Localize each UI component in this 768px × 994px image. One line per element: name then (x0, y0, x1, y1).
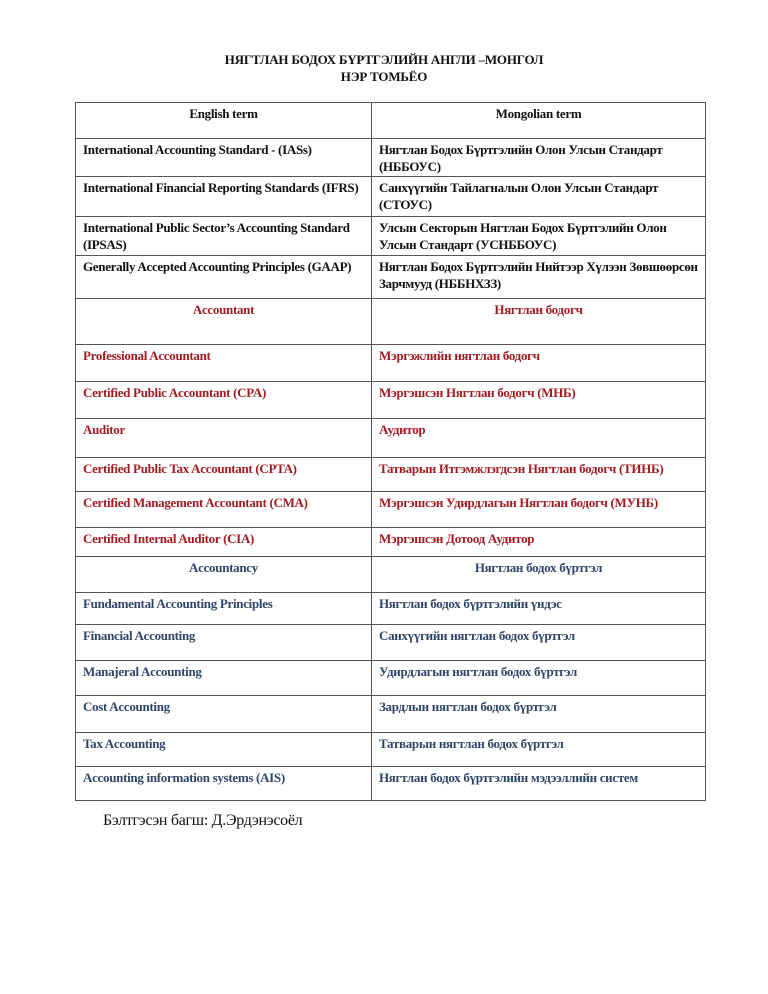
english-term: Accounting information systems (AIS) (76, 767, 372, 801)
prepared-by: Бэлтгэсэн багш: Д.Эрдэнэсоёл (103, 812, 303, 829)
mongolian-term: Мэргэшсэн Удирдлагын Нягтлан бодогч (МУНБ) (372, 492, 706, 528)
document-title-line1: НЯГТЛАН БОДОХ БҮРТГЭЛИЙН АНГЛИ –МОНГОЛ (224, 52, 544, 67)
mongolian-term: Удирдлагын нягтлан бодох бүртгэл (372, 661, 706, 696)
mongolian-term: Нягтлан Бодох Бүртгэлийн Нийтээр Хүлээн Зөвшөөрсөн Зарчмууд (НББНХЗЗ) (372, 256, 706, 299)
mongolian-term: Санхүүгийн нягтлан бодох бүртгэл (372, 625, 706, 661)
english-term: Professional Accountant (76, 345, 372, 382)
english-term: Manajeral Accounting (76, 661, 372, 696)
table-row (76, 661, 706, 696)
mongolian-term: Мэргэшсэн Нягтлан бодогч (МНБ) (372, 382, 706, 419)
english-term: Financial Accounting (76, 625, 372, 661)
mongolian-term: Нягтлан бодогч (372, 299, 706, 345)
mongolian-term: Нягтлан бодох бүртгэлийн үндэс (372, 593, 706, 625)
mongolian-term: Татварын нягтлан бодох бүртгэл (372, 733, 706, 767)
table-row (76, 625, 706, 661)
mongolian-term: Мэргэшсэн Дотоод Аудитор (372, 528, 706, 557)
table-row (76, 139, 706, 177)
table-row (76, 767, 706, 801)
table-header-row (76, 103, 706, 139)
mongolian-term: Аудитор (372, 419, 706, 458)
mongolian-term: Нягтлан Бодох Бүртгэлийн Олон Улсын Стандарт (НББОУС) (372, 139, 706, 177)
english-term: Certified Public Tax Accountant (CPTA) (76, 458, 372, 492)
terms-table (75, 102, 706, 801)
table-row (76, 696, 706, 733)
mongolian-term: Нягтлан бодох бүртгэл (372, 557, 706, 593)
english-term: Accountancy (76, 557, 372, 593)
table-row (76, 733, 706, 767)
english-term: Fundamental Accounting Principles (76, 593, 372, 625)
table-row (76, 528, 706, 557)
english-term: International Public Sector’s Accounting Standard (IPSAS) (76, 217, 372, 256)
table-row (76, 593, 706, 625)
mongolian-term: Зардлын нягтлан бодох бүртгэл (372, 696, 706, 733)
section-header-accountant (76, 299, 706, 345)
english-term: Certified Management Accountant (CMA) (76, 492, 372, 528)
english-term: Tax Accounting (76, 733, 372, 767)
english-term: Generally Accepted Accounting Principles (GAAP) (76, 256, 372, 299)
english-term: Certified Public Accountant (CPA) (76, 382, 372, 419)
header-english: English term (76, 103, 372, 139)
mongolian-term: Татварын Итгэмжлэгдсэн Нягтлан бодогч (ТИНБ) (372, 458, 706, 492)
english-term: International Accounting Standard - (IASs) (76, 139, 372, 177)
english-term: Auditor (76, 419, 372, 458)
table-row (76, 217, 706, 256)
table-row (76, 177, 706, 217)
english-term: Cost Accounting (76, 696, 372, 733)
mongolian-term: Санхүүгийн Тайлагналын Олон Улсын Стандарт (СТОУС) (372, 177, 706, 217)
table-row (76, 458, 706, 492)
mongolian-term: Нягтлан бодох бүртгэлийн мэдээллийн систем (372, 767, 706, 801)
table-row (76, 492, 706, 528)
mongolian-term: Мэргэжлийн нягтлан бодогч (372, 345, 706, 382)
table-row (76, 419, 706, 458)
mongolian-term: Улсын Секторын Нягтлан Бодох Бүртгэлийн Олон Улсын Стандарт (УСНББОУС) (372, 217, 706, 256)
english-term: Certified Internal Auditor (CIA) (76, 528, 372, 557)
english-term: Accountant (76, 299, 372, 345)
section-header-accountancy (76, 557, 706, 593)
document-title-line2: НЭР ТОМЬЁО (340, 69, 428, 84)
table-row (76, 256, 706, 299)
header-mongolian: Mongolian term (372, 103, 706, 139)
english-term: International Financial Reporting Standards (IFRS) (76, 177, 372, 217)
table-row (76, 382, 706, 419)
table-row (76, 345, 706, 382)
